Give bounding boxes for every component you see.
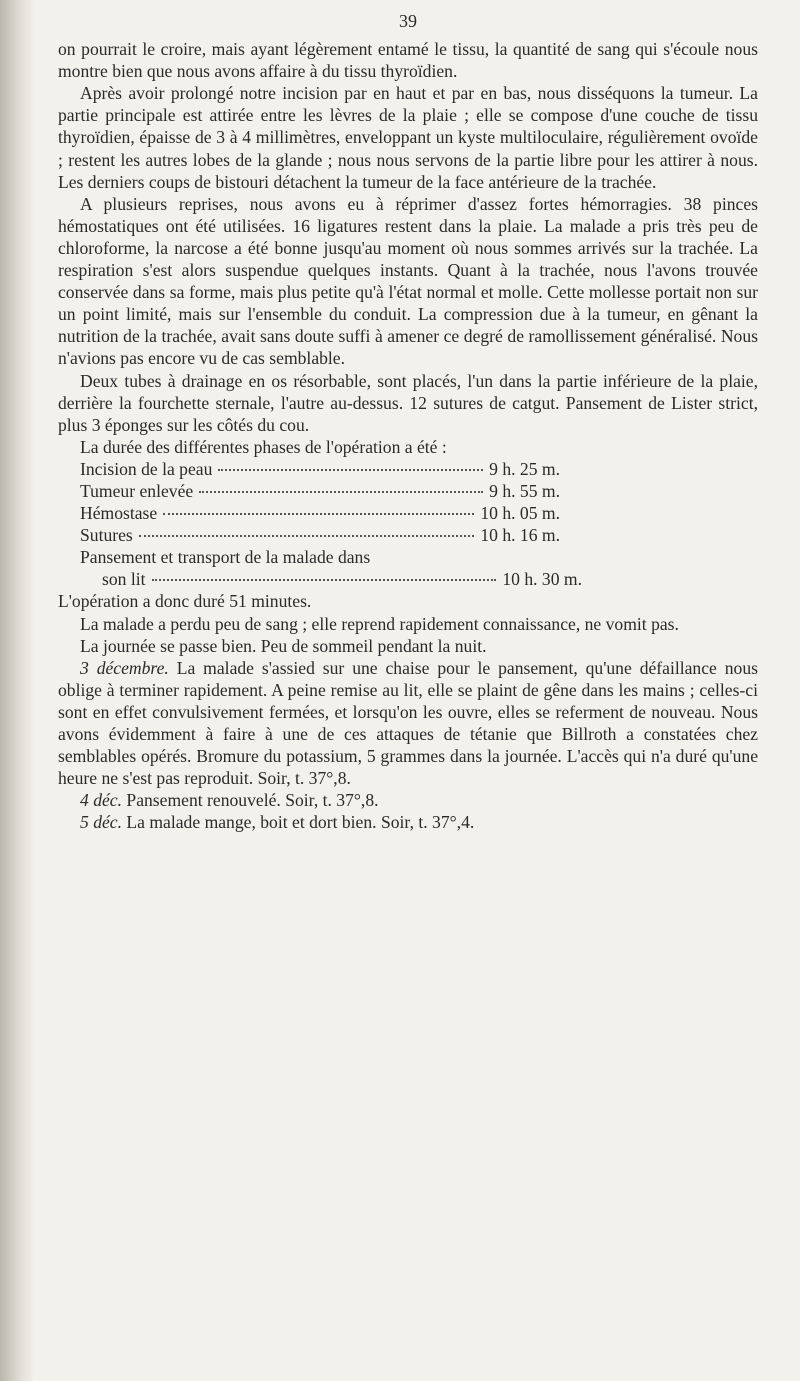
timeline-row xyxy=(102,568,582,590)
timeline-row xyxy=(80,458,560,480)
paragraph-1: on pourrait le croire, mais ayant légèrement entamé le tissu, la quantité de sang qui s'écoule nous montre bien que nous avons affaire à du tissu thyroïdien. xyxy=(58,39,758,82)
book-page xyxy=(58,10,758,833)
paragraph-5: La durée des différentes phases de l'opération a été : xyxy=(80,436,447,457)
timeline-row-multiline xyxy=(80,546,560,568)
timeline-label: son lit xyxy=(102,569,146,590)
timeline-label: Sutures xyxy=(80,525,133,546)
dot-leader xyxy=(199,491,483,493)
timeline-label: Incision de la peau xyxy=(80,458,213,479)
timeline-label: Pansement et transport de la malade dans xyxy=(80,547,371,568)
timeline-time: 10 h. 16 m. xyxy=(480,525,560,546)
paragraph-3: A plusieurs reprises, nous avons eu à réprimer d'assez fortes hémorragies. 38 pinces hémostatiques ont été utilisées. 16 ligatures restent dans la plaie. La malade a pris très peu de chloroforme, la narcose a été bonne jusqu'au moment où nous sommes arrivés sur la trachée. La respiration s'est alors suspendue quelques instants. Quant à la trachée, nous l'avons trouvée conservée dans sa forme, mais plus petite qu'à l'état normal et molle. Cette mollesse portait non sur un point limité, mais sur l'ensemble du conduit. La compression due à la tumeur, en gênant la nutrition de la trachée, avait sans doute suffi à amener ce degré de ramollissement généralisé. Nous n'avions pas encore vu de cas semblable. xyxy=(58,193,758,369)
timeline-row xyxy=(80,524,560,546)
diary-entry xyxy=(58,657,758,790)
paragraph-day: La journée se passe bien. Peu de sommeil pendant la nuit. xyxy=(80,635,487,656)
timeline-row xyxy=(80,502,560,524)
diary-entry xyxy=(58,789,758,811)
entry-text: La malade mange, boit et dort bien. Soir, t. 37°,4. xyxy=(122,812,475,833)
page-number: 39 xyxy=(399,11,417,31)
timeline-time: 10 h. 05 m. xyxy=(480,503,560,524)
paragraph-duration: L'opération a donc duré 51 minutes. xyxy=(58,591,312,612)
dot-leader xyxy=(218,469,483,471)
dot-leader xyxy=(163,513,474,515)
dot-leader xyxy=(139,535,475,537)
entry-date: 4 déc. xyxy=(80,790,123,811)
paragraph-recovery: La malade a perdu peu de sang ; elle reprend rapidement connaissance, ne vomit pas. xyxy=(80,613,679,634)
timeline-label: Tumeur enlevée xyxy=(80,480,194,501)
operation-timeline xyxy=(58,458,758,591)
timeline-label: Hémostase xyxy=(80,503,158,524)
timeline-time: 10 h. 30 m. xyxy=(502,569,582,590)
entry-date: 5 déc. xyxy=(80,812,123,833)
entry-date: 3 décembre. xyxy=(80,657,169,678)
paragraph-4: Deux tubes à drainage en os résorbable, sont placés, l'un dans la partie inférieure de la plaie, derrière la fourchette sternale, l'autre au-dessus. 12 sutures de catgut. Pansement de Lister strict, plus 3 éponges sur les côtés du cou. xyxy=(58,370,758,435)
timeline-row xyxy=(80,480,560,502)
paragraph-2: Après avoir prolongé notre incision par en haut et par en bas, nous disséquons la tumeur. La partie principale est attirée entre les lèvres de la plaie ; elle se compose d'une couche de tissu thyroïdien, épaisse de 3 à 4 millimètres, enveloppant un kyste multiloculaire, régulièrement ovoïde ; restent les autres lobes de la glande ; nous nous servons de la partie libre pour les attirer à nous. Les derniers coups de bistouri détachent la tumeur de la face antérieure de la trachée. xyxy=(58,83,758,192)
dot-leader xyxy=(152,579,497,581)
timeline-time: 9 h. 25 m. xyxy=(489,458,560,479)
page-edge-shadow xyxy=(0,0,34,1381)
entry-text: La malade s'assied sur une chaise pour le pansement, qu'une défaillance nous oblige à terminer rapidement. A peine remise au lit, elle se plaint de gêne dans les mains ; celles-ci sont en effet convulsivement fermées, et lorsqu'on les ouvre, elles se referment de nouveau. Nous avons évidemment à faire à une de ces attaques de tétanie que Billroth a constatées chez semblables opérés. Bromure du potassium, 5 grammes dans la journée. L'accès qui n'a duré qu'une heure ne s'est pas reproduit. Soir, t. 37°,8. xyxy=(58,657,758,789)
diary-entry xyxy=(58,811,758,833)
entry-text: Pansement renouvelé. Soir, t. 37°,8. xyxy=(122,790,379,811)
timeline-time: 9 h. 55 m. xyxy=(489,480,560,501)
